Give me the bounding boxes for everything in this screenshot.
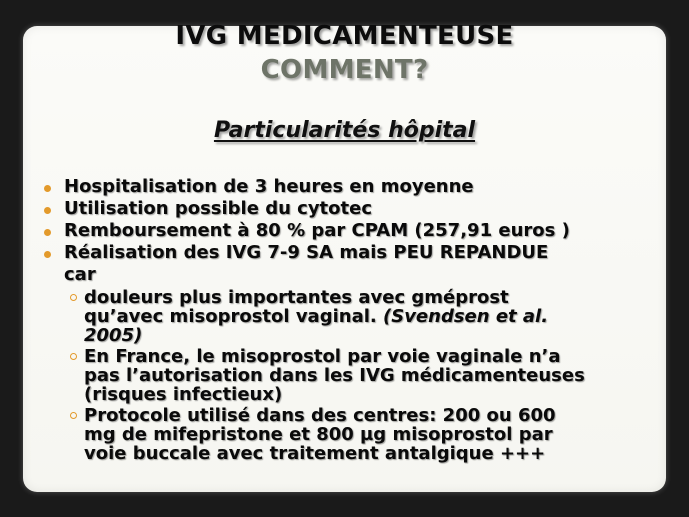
bullet-dot-icon (44, 185, 51, 192)
bullet-text: Remboursement à 80 % par CPAM (257,91 euros ) (64, 220, 570, 241)
bullet-text: Hospitalisation de 3 heures en moyenne (64, 176, 474, 197)
slide-panel (23, 21, 666, 492)
bullet-item (23, 176, 666, 198)
sub-bullet-item (23, 406, 666, 463)
bullet-dot-icon (44, 207, 51, 214)
bullet-text-line: car (64, 264, 96, 285)
sub-bullet-ring-icon (70, 412, 77, 419)
sub-bullet-text: qu’avec misoprostol vaginal. (84, 306, 377, 327)
bullet-dot-icon (44, 251, 51, 258)
sub-bullet-line: mg de mifepristone et 800 µg misoprostol par (84, 424, 553, 445)
sub-bullet-line: (risques infectieux) (84, 384, 283, 405)
bullet-text-line: Réalisation des IVG 7-9 SA mais PEU REPANDUE (64, 242, 549, 263)
bullet-item (23, 242, 666, 286)
bullet-dot-icon (44, 229, 51, 236)
slide-title-secondary: COMMENT? (260, 55, 429, 85)
citation: 2005) (84, 325, 143, 346)
sub-bullet-ring-icon (70, 353, 77, 360)
sub-bullet-ring-icon (70, 294, 77, 301)
sub-bullet-line: voie buccale avec traitement antalgique +++ (84, 443, 546, 464)
slide-subtitle (23, 118, 666, 144)
citation: (Svendsen et al. (376, 306, 549, 327)
sub-bullet-line (84, 307, 666, 326)
subtitle-text: Particularités hôpital (213, 118, 476, 143)
sub-bullet-line: En France, le misoprostol par voie vaginale n’a (84, 346, 561, 367)
bullet-item (23, 220, 666, 242)
sub-bullet-item (23, 288, 666, 345)
sub-bullet-line: Protocole utilisé dans des centres: 200 ou 600 (84, 405, 556, 426)
sub-bullet-line: douleurs plus importantes avec gméprost (84, 287, 509, 308)
slide-title: IVG MEDICAMENTEUSE (175, 21, 514, 51)
bullet-list (23, 176, 666, 463)
sub-bullet-line: pas l’autorisation dans les IVG médicamenteuses (84, 365, 585, 386)
bullet-text: Utilisation possible du cytotec (64, 198, 373, 219)
sub-bullet-item (23, 347, 666, 404)
bullet-item (23, 198, 666, 220)
